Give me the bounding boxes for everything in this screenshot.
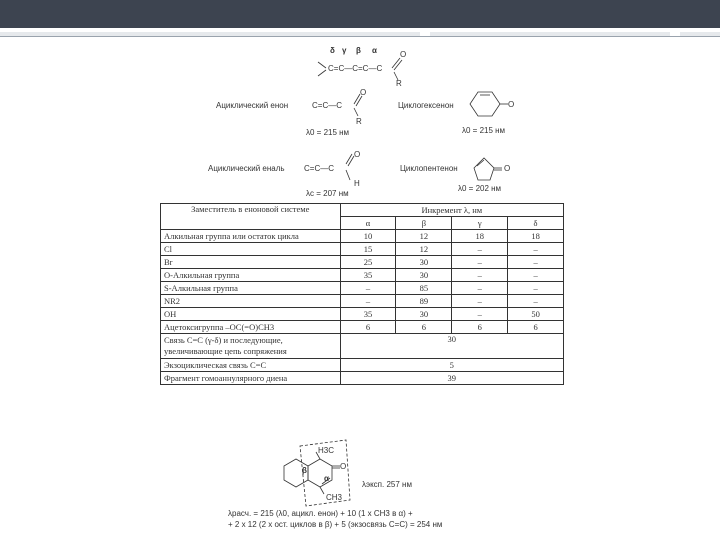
header-alpha: α: [340, 217, 396, 230]
table-row: [161, 230, 564, 243]
cell-alpha: 35: [340, 308, 396, 321]
row-name: Cl: [161, 243, 341, 256]
table-row-wide: [161, 334, 564, 359]
header-substituent: Заместитель в еноновой системе: [161, 204, 341, 230]
cell-delta: 6: [508, 321, 564, 334]
enone-r-group: R: [396, 79, 402, 88]
cell-beta: 89: [396, 295, 452, 308]
enone-chain-formula: C=C—C=C—C: [328, 64, 383, 73]
lambda-exp: λэксп. 257 нм: [362, 480, 412, 489]
cell-delta: –: [508, 295, 564, 308]
cell-gamma: –: [452, 269, 508, 282]
greek-alpha: α: [372, 46, 377, 55]
cell-gamma: 6: [452, 321, 508, 334]
table-row: [161, 269, 564, 282]
cell-delta: –: [508, 269, 564, 282]
header-gamma: γ: [452, 217, 508, 230]
cyclohexenone-label: Циклогексенон: [398, 101, 454, 110]
acyclic-enal-lambda: λc = 207 нм: [306, 189, 349, 198]
table-row: [161, 243, 564, 256]
cell-delta: 18: [508, 230, 564, 243]
cell-delta: –: [508, 243, 564, 256]
table-row: [161, 295, 564, 308]
cell-beta: 30: [396, 308, 452, 321]
cell-alpha: –: [340, 295, 396, 308]
greek-gamma: γ: [342, 46, 347, 55]
cell-alpha: 15: [340, 243, 396, 256]
acyclic-enal-oxygen: O: [354, 150, 361, 159]
cell-gamma: –: [452, 308, 508, 321]
cell-beta: 30: [396, 269, 452, 282]
cyclohexenone-lambda: λ0 = 215 нм: [462, 126, 506, 135]
row-name: Алкильная группа или остаток цикла: [161, 230, 341, 243]
ch3-label: CH3: [326, 493, 343, 502]
h3c-label: H3C: [318, 446, 335, 455]
table-row: [161, 282, 564, 295]
beta-label: β: [302, 466, 307, 475]
row-name: S-Алкильная группа: [161, 282, 341, 295]
calc-line-2: + 2 x 12 (2 х ост. циклов в β) + 5 (экзосвязь C=C) = 254 нм: [228, 520, 443, 529]
cyclopentenone-label: Циклопентенон: [400, 164, 458, 173]
calculation-text: [228, 508, 442, 530]
calc-line-1: λрасч. = 215 (λ0, ацикл. енон) + 10 (1 x CH3 в α) +: [228, 509, 413, 518]
cell-alpha: 6: [340, 321, 396, 334]
cell-wide: 30: [340, 334, 563, 359]
cell-wide: 39: [340, 372, 563, 385]
header-increment: Инкремент λ, нм: [340, 204, 563, 217]
table-row-wide: [161, 359, 564, 372]
row-name: Ацетоксигруппа –OC(=O)CH3: [161, 321, 341, 334]
cell-alpha: –: [340, 282, 396, 295]
cell-gamma: –: [452, 295, 508, 308]
table-header-row: [161, 204, 564, 217]
greek-delta: δ: [330, 46, 335, 55]
acyclic-enone-label: Ациклический енон: [216, 101, 289, 110]
cell-alpha: 10: [340, 230, 396, 243]
cell-gamma: –: [452, 256, 508, 269]
table-row: [161, 321, 564, 334]
cell-delta: –: [508, 282, 564, 295]
acyclic-enone-lambda: λ0 = 215 нм: [306, 128, 350, 137]
row-name: Br: [161, 256, 341, 269]
alpha-label: α: [324, 474, 329, 483]
header-delta: δ: [508, 217, 564, 230]
cell-alpha: 25: [340, 256, 396, 269]
greek-beta: β: [356, 46, 361, 55]
cell-delta: –: [508, 256, 564, 269]
cell-beta: 12: [396, 243, 452, 256]
row-name: Связь C=C (γ-δ) и последующие, увеличивающие цепь сопряжения: [161, 334, 341, 359]
header-beta: β: [396, 217, 452, 230]
acyclic-enone-formula: C=C—C: [312, 101, 343, 110]
cell-beta: 6: [396, 321, 452, 334]
cell-gamma: –: [452, 243, 508, 256]
row-name: NR2: [161, 295, 341, 308]
cell-wide: 5: [340, 359, 563, 372]
cell-gamma: –: [452, 282, 508, 295]
cell-gamma: 18: [452, 230, 508, 243]
cyclopentenone-lambda: λ0 = 202 нм: [458, 184, 502, 193]
table-row-wide: [161, 372, 564, 385]
row-name: Экзоциклическая связь C=C: [161, 359, 341, 372]
cell-beta: 12: [396, 230, 452, 243]
cell-delta: 50: [508, 308, 564, 321]
acyclic-enone-oxygen: O: [360, 88, 367, 97]
cell-beta: 85: [396, 282, 452, 295]
increment-table: [160, 203, 564, 385]
row-name: O-Алкильная группа: [161, 269, 341, 282]
cyclohexenone-oxygen: O: [508, 100, 515, 109]
ketone-oxygen: O: [340, 462, 347, 471]
table-row: [161, 256, 564, 269]
row-name: Фрагмент гомоаннулярного диена: [161, 372, 341, 385]
cyclopentenone-oxygen: O: [504, 164, 511, 173]
acyclic-enal-formula: C=C—C: [304, 164, 335, 173]
acyclic-enal-h: H: [354, 179, 360, 188]
cell-alpha: 35: [340, 269, 396, 282]
acyclic-enal-label: Ациклический еналь: [208, 164, 285, 173]
acyclic-enone-r: R: [356, 117, 362, 126]
table-row: [161, 308, 564, 321]
enone-oxygen: O: [400, 50, 407, 59]
cell-beta: 30: [396, 256, 452, 269]
row-name: OH: [161, 308, 341, 321]
